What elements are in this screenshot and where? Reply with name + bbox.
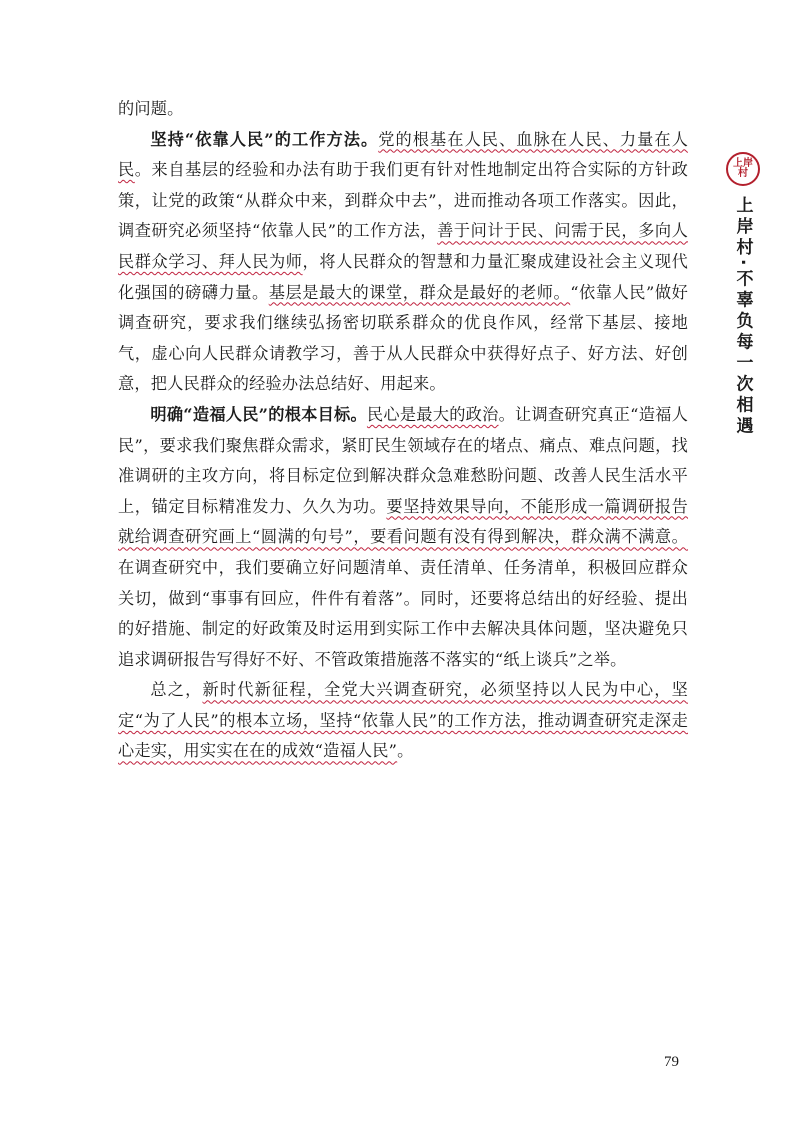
- paragraph-conclusion: [118, 675, 688, 767]
- paragraph-benefit-people: [118, 400, 688, 675]
- paragraph-continued: [118, 94, 688, 125]
- underlined-text: 要坚持效果导向，不能形成一篇调研报告就给调查研究画上“圆满的句号”，要看问题有没有得到解决，群众满不满意。: [118, 496, 688, 547]
- underlined-text: 民心是最大的政治: [366, 404, 499, 424]
- brand-slogan: 上岸村·不辜负每一次相遇: [732, 196, 753, 438]
- paragraph-text: ，将人民群众的智慧和力量汇聚成建设社会主义现代化强国的磅礴力量。: [118, 251, 688, 302]
- paragraph-text: 。: [397, 741, 414, 761]
- paragraph-text: 在调查研究中，我们要确立好问题清单、责任清单、任务清单，积极回应群众关切，做到“事事有回应，件件有着落”。同时，还要将总结出的好经验、提出的好措施、制定的好政策及时运用到实际工作中去解决具体问题，坚决避免只追求调研报告写得好不好、不管政策措施落不落实的“纸上谈兵”之举。: [118, 557, 688, 669]
- seal-logo: 上岸 村: [726, 152, 760, 186]
- paragraph-text: 。让调查研究真正“造福人民”，要求我们聚焦群众需求，紧盯民生领域存在的堵点、痛点、难点问题，找准调研的主攻方向，将目标定位到解决群众急难愁盼问题、改善人民生活水平上，锚定目标精准发力、久久为功。: [118, 404, 688, 516]
- paragraph-text: 。来自基层的经验和办法有助于我们更有针对性地制定出符合实际的方针政策，让党的政策“从群众中来，到群众中去”，进而推动各项工作落实。因此，调查研究必须坚持“依靠人民”的工作方法，: [118, 160, 688, 241]
- underlined-text: 党的根基在人民、血脉在人民、力量在人民: [118, 129, 688, 180]
- underlined-text: 基层是最大的课堂，群众是最好的老师。: [268, 282, 571, 302]
- paragraph-heading: 坚持“依靠人民”的工作方法。: [150, 129, 379, 149]
- paragraph-text: 的问题。: [118, 99, 184, 118]
- paragraph-text: 总之，: [150, 680, 203, 700]
- underlined-text: 新时代新征程，全党大兴调查研究，必须坚持以人民为中心，坚定“为了人民”的根本立场，坚持“依靠人民”的工作方法，推动调查研究走深走心走实，用实实在在的成效“造福人民”: [118, 680, 688, 761]
- page-body: [118, 94, 688, 767]
- paragraph-rely-on-people: [118, 125, 688, 400]
- page-number: 79: [664, 1054, 679, 1070]
- paragraph-text: “依靠人民”做好调查研究，要求我们继续弘扬密切联系群众的优良作风，经常下基层、接地气，虚心向人民群众请教学习，善于从人民群众中获得好点子、好方法、好创意，把人民群众的经验办法总结好、用起来。: [118, 282, 688, 394]
- paragraph-heading: 明确“造福人民”的根本目标。: [150, 404, 367, 424]
- underlined-text: 善于问计于民、问需于民，多向人民群众学习、拜人民为师: [118, 221, 688, 271]
- side-brand: [724, 152, 762, 437]
